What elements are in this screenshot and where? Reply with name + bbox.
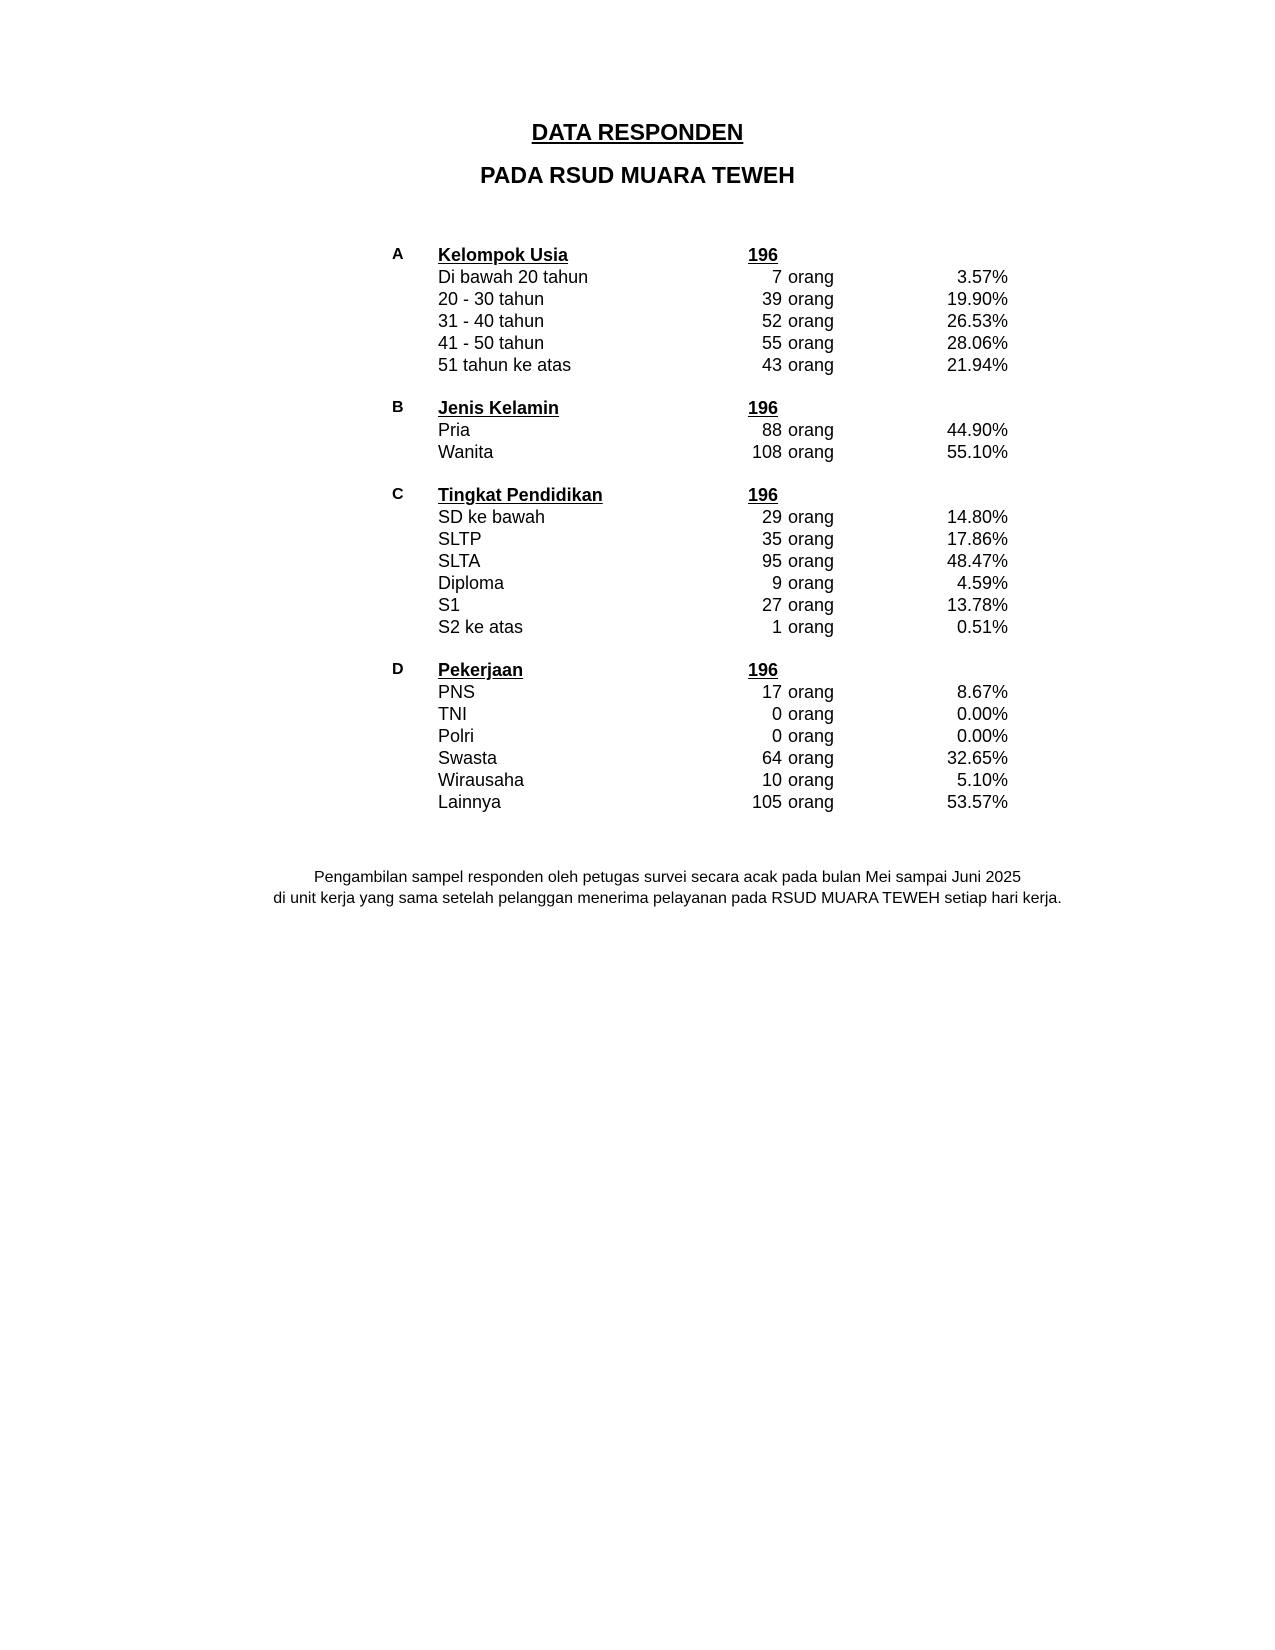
row-percent: 19.90% [946,289,1008,309]
section-title: Kelompok Usia [438,245,569,265]
row-percent: 0.00% [956,704,1008,724]
footer-line-1: Pengambilan sampel responden oleh petugas survei secara acak pada bulan Mei sampai Juni 2025 [313,869,1022,886]
row-unit: orang [788,507,835,527]
row-label: 51 tahun ke atas [438,355,572,375]
footer-line-2: di unit kerja yang sama setelah pelanggan menerima pelayanan pada RSUD MUARA TEWEH setiap hari kerja. [273,890,1062,907]
row-percent: 0.51% [956,617,1008,637]
row-label: Wanita [438,442,494,462]
table-row [0,506,1275,528]
section-pekerjaan [0,659,1275,835]
row-label: Di bawah 20 tahun [438,267,589,287]
row-label: Wirausaha [438,770,525,790]
row-count: 88 [761,420,782,440]
table-row [0,288,1275,310]
table-row [0,354,1275,376]
row-percent: 32.65% [946,748,1008,768]
row-count: 95 [761,551,782,571]
table-row [0,310,1275,332]
table-row [0,616,1275,638]
row-count: 27 [761,595,782,615]
page-title: DATA RESPONDEN [531,119,744,145]
row-label: Diploma [438,573,505,593]
row-unit: orang [788,442,835,462]
row-count: 105 [751,792,782,812]
row-percent: 28.06% [946,333,1008,353]
row-count: 0 [771,726,782,746]
row-count: 43 [761,355,782,375]
section-kelompok-usia [0,244,1275,376]
table-row [0,332,1275,354]
row-percent: 14.80% [946,507,1008,527]
section-header [0,244,1275,266]
table-row [0,572,1275,594]
row-label: 31 - 40 tahun [438,311,545,331]
row-label: Lainnya [438,792,502,812]
table-row [0,681,1275,703]
row-unit: orang [788,289,835,309]
table-row [0,747,1275,769]
section-total: 196 [748,660,779,680]
row-count: 55 [761,333,782,353]
row-percent: 3.57% [956,267,1008,287]
row-label: SLTA [438,551,481,571]
row-percent: 26.53% [946,311,1008,331]
table-row [0,594,1275,616]
row-unit: orang [788,792,835,812]
row-count: 64 [761,748,782,768]
row-count: 29 [761,507,782,527]
row-label: Polri [438,726,475,746]
row-label: Pria [438,420,471,440]
row-percent: 0.00% [956,726,1008,746]
row-percent: 8.67% [956,682,1008,702]
row-unit: orang [788,311,835,331]
footer-note [0,867,1275,909]
section-total: 196 [748,245,779,265]
section-title: Pekerjaan [438,660,524,680]
section-jenis-kelamin [0,397,1275,463]
table-row [0,528,1275,550]
row-label: 20 - 30 tahun [438,289,545,309]
row-unit: orang [788,770,835,790]
row-unit: orang [788,355,835,375]
section-title: Jenis Kelamin [438,398,560,418]
section-total: 196 [748,398,779,418]
section-letter: B [392,399,404,416]
section-title: Tingkat Pendidikan [438,485,603,505]
row-unit: orang [788,420,835,440]
row-unit: orang [788,529,835,549]
row-count: 108 [751,442,782,462]
row-unit: orang [788,333,835,353]
row-label: SLTP [438,529,482,549]
row-unit: orang [788,704,835,724]
table-row [0,813,1275,835]
row-percent: 5.10% [956,770,1008,790]
row-percent: 53.57% [946,792,1008,812]
section-tingkat-pendidikan [0,484,1275,638]
row-percent: 4.59% [956,573,1008,593]
section-header [0,659,1275,681]
row-count: 1 [771,617,782,637]
row-unit: orang [788,617,835,637]
table-row [0,769,1275,791]
section-letter: C [392,486,404,503]
row-count: 10 [761,770,782,790]
row-count: 7 [771,267,782,287]
row-unit: orang [788,573,835,593]
row-unit: orang [788,726,835,746]
table-row [0,266,1275,288]
section-letter: D [392,661,404,678]
row-percent: 48.47% [946,551,1008,571]
row-percent: 17.86% [946,529,1008,549]
row-label: Swasta [438,748,498,768]
row-unit: orang [788,748,835,768]
section-total: 196 [748,485,779,505]
table-row [0,703,1275,725]
table-row [0,791,1275,813]
row-percent: 21.94% [946,355,1008,375]
row-percent: 55.10% [946,442,1008,462]
row-label: S2 ke atas [438,617,524,637]
section-letter: A [392,246,404,263]
row-label: PNS [438,682,476,702]
row-count: 39 [761,289,782,309]
table-row [0,550,1275,572]
row-label: S1 [438,595,461,615]
row-unit: orang [788,595,835,615]
row-count: 35 [761,529,782,549]
row-count: 0 [771,704,782,724]
row-unit: orang [788,682,835,702]
table-row [0,419,1275,441]
row-count: 52 [761,311,782,331]
row-label: 41 - 50 tahun [438,333,545,353]
row-unit: orang [788,267,835,287]
row-count: 9 [771,573,782,593]
section-header [0,397,1275,419]
row-label: SD ke bawah [438,507,546,527]
page-subtitle: PADA RSUD MUARA TEWEH [480,162,795,188]
row-percent: 13.78% [946,595,1008,615]
table-row [0,441,1275,463]
row-unit: orang [788,551,835,571]
row-percent: 44.90% [946,420,1008,440]
table-row [0,725,1275,747]
row-label: TNI [438,704,467,724]
section-header [0,484,1275,506]
row-count: 17 [761,682,782,702]
